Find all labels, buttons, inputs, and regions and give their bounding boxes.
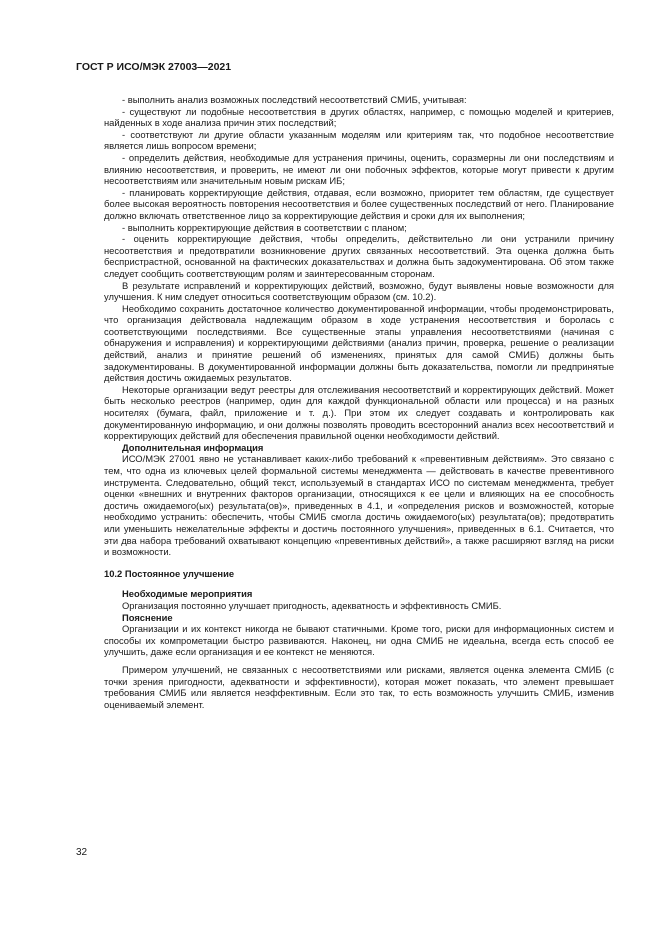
paragraph: - существуют ли подобные несоответствия в других областях, например, с помощью моделей и критериев, найденных в ходе анализа причин этих последствий;	[104, 105, 614, 129]
paragraph: В результате исправлений и корректирующих действий, возможно, будут выявлены новые возможности для улучшения. К ним следует относиться соответствующим образом (см. 10.2).	[104, 279, 614, 303]
paragraph: - соответствуют ли другие области указанным моделям или критериям так, что подобное несоответствие является лишь вопросом времени;	[104, 128, 614, 152]
paragraph: - выполнить корректирующие действия в соответствии с планом;	[122, 221, 407, 233]
page-number: 32	[76, 847, 88, 858]
paragraph: Организации и их контекст никогда не бывают статичными. Кроме того, риски для информационных систем и способы их компрометации быстро развиваются. Наконец, ни одна СМИБ не идеальна, всегда есть способ ее улучшить, даже если организация и ее контекст не меняются.	[104, 623, 614, 658]
subheading-required-activities: Необходимые мероприятия	[122, 588, 253, 600]
section-heading: 10.2 Постоянное улучшение	[104, 567, 235, 579]
paragraph: Примером улучшений, не связанных с несоответствиями или рисками, является оценка элемента СМИБ (с точки зрения пригодности, адекватности и эффективности), которая может показать, что элемент превышает требования СМИБ или является неэффективным. Если это так, то есть возможность улучшить СМИБ, изменив оцениваемый элемент.	[104, 663, 614, 710]
paragraph: Организация постоянно улучшает пригодность, адекватность и эффективность СМИБ.	[122, 599, 502, 611]
paragraph: - определить действия, необходимые для устранения причины, оценить, соразмерны ли они последствиям и влиянию несоответствия, и проверить, не имеют ли они побочных эффектов, которые могут привести к другим несоответствиям или значительным новым рискам ИБ;	[104, 151, 614, 187]
paragraph: - выполнить анализ возможных последствий несоответствий СМИБ, учитывая:	[122, 94, 467, 105]
paragraph: Необходимо сохранить достаточное количество документированной информации, чтобы продемонстрировать, что организация действовала надлежащим образом в ходе устранения несоответствия и боролась с соответствующими последствиями. Все существенные этапы управления несоответствиями (начиная с обнаружения и исправления) и корректирующими действиями (анализ причин, проверка, решение о реализации действий, анализ и принятие решений об изменениях, принятых для самой СМИБ) должны быть задокументированы. В документированной информации должны быть доказательства, помогли ли предпринятые действия достичь ожидаемых результатов.	[104, 302, 614, 384]
paragraph: ИСО/МЭК 27001 явно не устанавливает каких-либо требований к «превентивным действиям». Это связано с тем, что одна из ключевых целей формальной системы менеджмента — действовать в качестве превентивного инструмента. Следовательно, общий текст, используемый в стандартах ИСО по системам менеджмента, требует оценки «внешних и внутренних факторов организации, относящихся к ее цели и влияющих на ее способность достичь ожидаемого(ых) результата(ов)», приведенных в 4.1, и «определения рисков и возможностей, которые необходимо устранить: обеспечить, чтобы СМИБ смогла достичь ожидаемого(ых) результата(ов); предотвратить или уменьшить нежелательные эффекты и достичь постоянного улучшения», приведенных в 6.1. Считается, что эти два набора требований охватывают концепцию «превентивных действий», а также расширяют взгляд на риски и возможности.	[104, 453, 614, 558]
paragraph: - оценить корректирующие действия, чтобы определить, действительно ли они устранили причину несоответствия и предотвратили возникновение других связанных несоответствий. Эта оценка должна быть беспристрастной, основанной на фактических доказательствах и должна быть задокументирована. Об этом также следует сообщить соответствующим ролям и заинтересованным сторонам.	[104, 233, 614, 279]
paragraph: Некоторые организации ведут реестры для отслеживания несоответствий и корректирующих действий. Может быть несколько реестров (например, один для каждой функциональной области или процесса) и на разных носителях (бумага, файл, приложение и т. д.). При этом их следует создавать и контролировать как документированную информацию, и они должны позволять проводить всесторонний анализ всех несоответствий и корректирующих действий для обеспечения правильной оценки необходимости действий.	[104, 383, 614, 442]
document-header: ГОСТ Р ИСО/МЭК 27003—2021	[76, 61, 232, 73]
subheading-explanation: Пояснение	[122, 611, 173, 623]
paragraph: - планировать корректирующие действия, отдавая, если возможно, приоритет тем областям, где существует более высокая вероятность повторения несоответствия и более существенных последствий от него. Планирование должно включать ответственное лицо за корректирующие действия и сроки для их выполнения;	[104, 186, 614, 221]
subheading-additional-info: Дополнительная информация	[122, 441, 264, 453]
page-body	[104, 94, 614, 710]
